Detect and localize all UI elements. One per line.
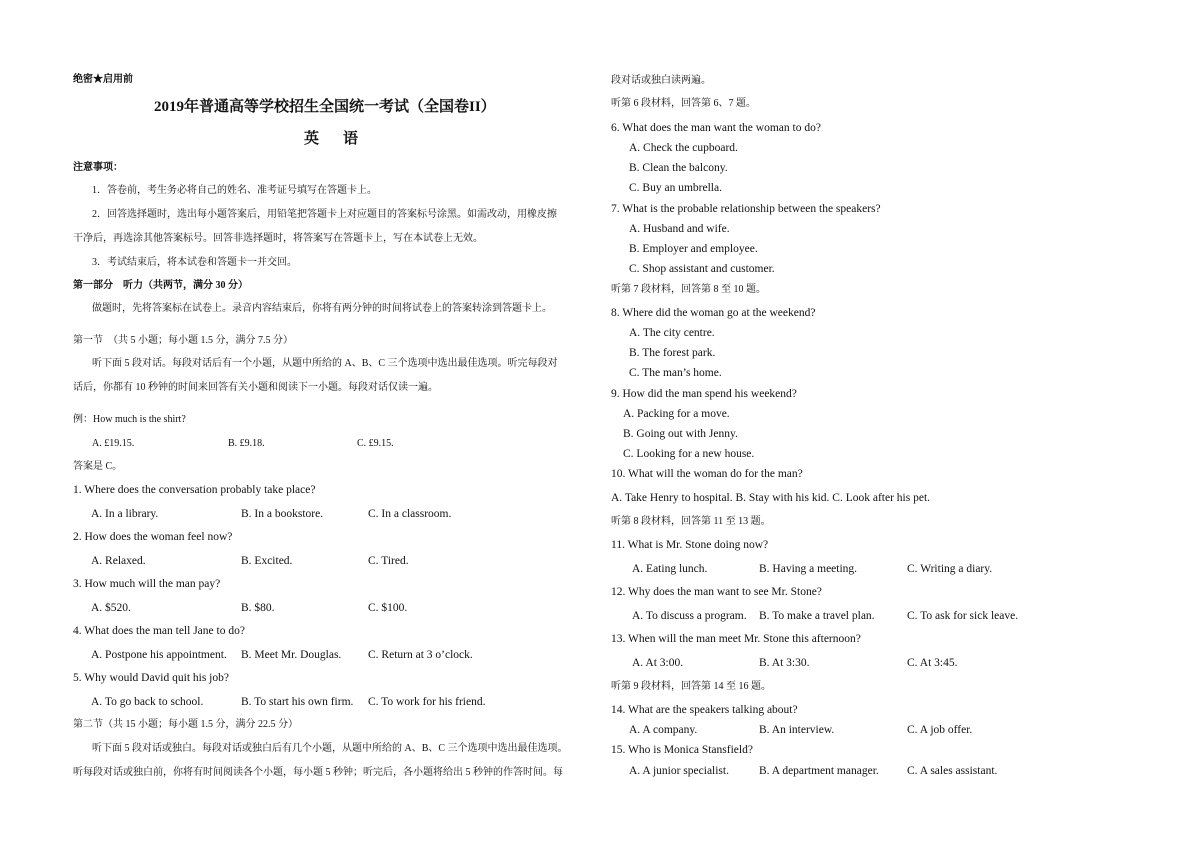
question-3-option-a: A. $520. <box>91 602 131 614</box>
question-13-option-c: C. At 3:45. <box>907 657 958 669</box>
question-1-option-c: C. In a classroom. <box>368 508 452 520</box>
example-option-b: B. £9.18. <box>228 438 265 449</box>
question-2-option-c: C. Tired. <box>368 555 409 567</box>
question-5-option-b: B. To start his own firm. <box>241 696 354 708</box>
question-3-option-b: B. $80. <box>241 602 275 614</box>
notice-item-2-line-2: 干净后，再选涂其他答案标号。回答非选择题时，将答案写在答题卡上，写在本试卷上无效。 <box>73 233 483 244</box>
question-8-option-a: A. The city centre. <box>629 327 715 339</box>
question-5: 5. Why would David quit his job? <box>73 672 229 684</box>
question-12-option-b: B. To make a travel plan. <box>759 610 875 622</box>
section1-heading: 第一节 （共 5 小题；每小题 1.5 分，满分 7.5 分） <box>73 335 293 346</box>
passage-8-heading: 听第 8 段材料，回答第 11 至 13 题。 <box>611 516 771 527</box>
question-6-option-b: B. Clean the balcony. <box>629 162 728 174</box>
question-4-option-b: B. Meet Mr. Douglas. <box>241 649 342 661</box>
question-14-option-a: A. A company. <box>629 724 698 736</box>
question-15: 15. Who is Monica Stansfield? <box>611 744 753 756</box>
part1-instruction: 做题时，先将答案标在试卷上。录音内容结束后，你将有两分钟的时间将试卷上的答案转涂到答题卡上。 <box>92 303 552 314</box>
confidential-label: 绝密★启用前 <box>73 74 133 85</box>
example-answer: 答案是 C。 <box>73 461 123 472</box>
question-4-option-a: A. Postpone his appointment. <box>91 649 227 661</box>
question-2-option-a: A. Relaxed. <box>91 555 146 567</box>
example-option-c: C. £9.15. <box>357 438 394 449</box>
section1-instruction-line-2: 话后，你都有 10 秒钟的时间来回答有关小题和阅读下一小题。每段对话仅读一遍。 <box>73 382 438 393</box>
question-8-option-c: C. The man’s home. <box>629 367 722 379</box>
question-6-option-c: C. Buy an umbrella. <box>629 182 722 194</box>
question-14-option-b: B. An interview. <box>759 724 835 736</box>
notice-heading: 注意事项： <box>73 162 123 173</box>
question-15-option-c: C. A sales assistant. <box>907 765 998 777</box>
question-5-option-a: A. To go back to school. <box>91 696 204 708</box>
question-11-option-a: A. Eating lunch. <box>632 563 708 575</box>
question-8-option-b: B. The forest park. <box>629 347 716 359</box>
question-7-option-b: B. Employer and employee. <box>629 243 758 255</box>
section2-instruction-line-1: 听下面 5 段对话或独白。每段对话或独白后有几个小题，从题中所给的 A、B、C 三个选项中选出最佳选项。 <box>92 743 568 754</box>
notice-item-2-line-1: 2．回答选择题时，选出每小题答案后，用铅笔把答题卡上对应题目的答案标号涂黑。如需改动，用橡皮擦 <box>92 209 557 220</box>
question-15-option-b: B. A department manager. <box>759 765 879 777</box>
question-5-option-c: C. To work for his friend. <box>368 696 486 708</box>
question-14-option-c: C. A job offer. <box>907 724 973 736</box>
question-14: 14. What are the speakers talking about? <box>611 704 798 716</box>
notice-item-1: 1．答卷前，考生务必将自己的姓名、准考证号填写在答题卡上。 <box>92 185 377 196</box>
question-9-option-a: A. Packing for a move. <box>623 408 730 420</box>
passage-6-heading: 听第 6 段材料，回答第 6、7 题。 <box>611 98 756 109</box>
question-12-option-c: C. To ask for sick leave. <box>907 610 1019 622</box>
question-9: 9. How did the man spend his weekend? <box>611 388 797 400</box>
exam-title: 2019年普通高等学校招生全国统一考试（全国卷II） <box>154 99 496 115</box>
subject-char-1: 英 <box>304 131 322 147</box>
question-7: 7. What is the probable relationship between the speakers? <box>611 203 881 215</box>
question-7-option-a: A. Husband and wife. <box>629 223 730 235</box>
subject-char-2: 语 <box>343 131 361 147</box>
question-2: 2. How does the woman feel now? <box>73 531 233 543</box>
question-10-options: A. Take Henry to hospital. B. Stay with his kid. C. Look after his pet. <box>611 492 931 504</box>
passage-7-heading: 听第 7 段材料，回答第 8 至 10 题。 <box>611 284 766 295</box>
question-10: 10. What will the woman do for the man? <box>611 468 803 480</box>
question-12-option-a: A. To discuss a program. <box>632 610 747 622</box>
question-7-option-c: C. Shop assistant and customer. <box>629 263 775 275</box>
question-9-option-b: B. Going out with Jenny. <box>623 428 738 440</box>
question-1-option-b: B. In a bookstore. <box>241 508 324 520</box>
question-3: 3. How much will the man pay? <box>73 578 221 590</box>
question-11-option-b: B. Having a meeting. <box>759 563 858 575</box>
question-8: 8. Where did the woman go at the weekend? <box>611 307 816 319</box>
question-6-option-a: A. Check the cupboard. <box>629 142 738 154</box>
question-3-option-c: C. $100. <box>368 602 408 614</box>
question-11-option-c: C. Writing a diary. <box>907 563 993 575</box>
section2-instruction-line-3: 段对话或独白读两遍。 <box>611 75 711 86</box>
question-2-option-b: B. Excited. <box>241 555 293 567</box>
question-4: 4. What does the man tell Jane to do? <box>73 625 245 637</box>
question-13-option-a: A. At 3:00. <box>632 657 684 669</box>
question-13: 13. When will the man meet Mr. Stone this afternoon? <box>611 633 861 645</box>
question-6: 6. What does the man want the woman to do? <box>611 122 821 134</box>
question-9-option-c: C. Looking for a new house. <box>623 448 755 460</box>
example-option-a: A. £19.15. <box>92 438 135 449</box>
example-question: 例：How much is the shirt? <box>73 414 186 425</box>
section2-heading: 第二节（共 15 小题；每小题 1.5 分，满分 22.5 分） <box>73 719 298 730</box>
question-1-option-a: A. In a library. <box>91 508 159 520</box>
section1-instruction-line-1: 听下面 5 段对话。每段对话后有一个小题，从题中所给的 A、B、C 三个选项中选出最佳选项。听完每段对 <box>92 358 558 369</box>
question-15-option-a: A. A junior specialist. <box>629 765 729 777</box>
question-12: 12. Why does the man want to see Mr. Stone? <box>611 586 822 598</box>
question-13-option-b: B. At 3:30. <box>759 657 810 669</box>
notice-item-3: 3．考试结束后，将本试卷和答题卡一并交回。 <box>92 257 297 268</box>
question-1: 1. Where does the conversation probably take place? <box>73 484 316 496</box>
section2-instruction-line-2: 听每段对话或独白前，你将有时间阅读各个小题，每小题 5 秒钟；听完后，各小题将给出 5 秒钟的作答时间。每 <box>73 767 563 778</box>
question-4-option-c: C. Return at 3 o’clock. <box>368 649 473 661</box>
part1-heading: 第一部分 听力（共两节，满分 30 分） <box>73 280 248 291</box>
question-11: 11. What is Mr. Stone doing now? <box>611 539 769 551</box>
passage-9-heading: 听第 9 段材料，回答第 14 至 16 题。 <box>611 681 771 692</box>
